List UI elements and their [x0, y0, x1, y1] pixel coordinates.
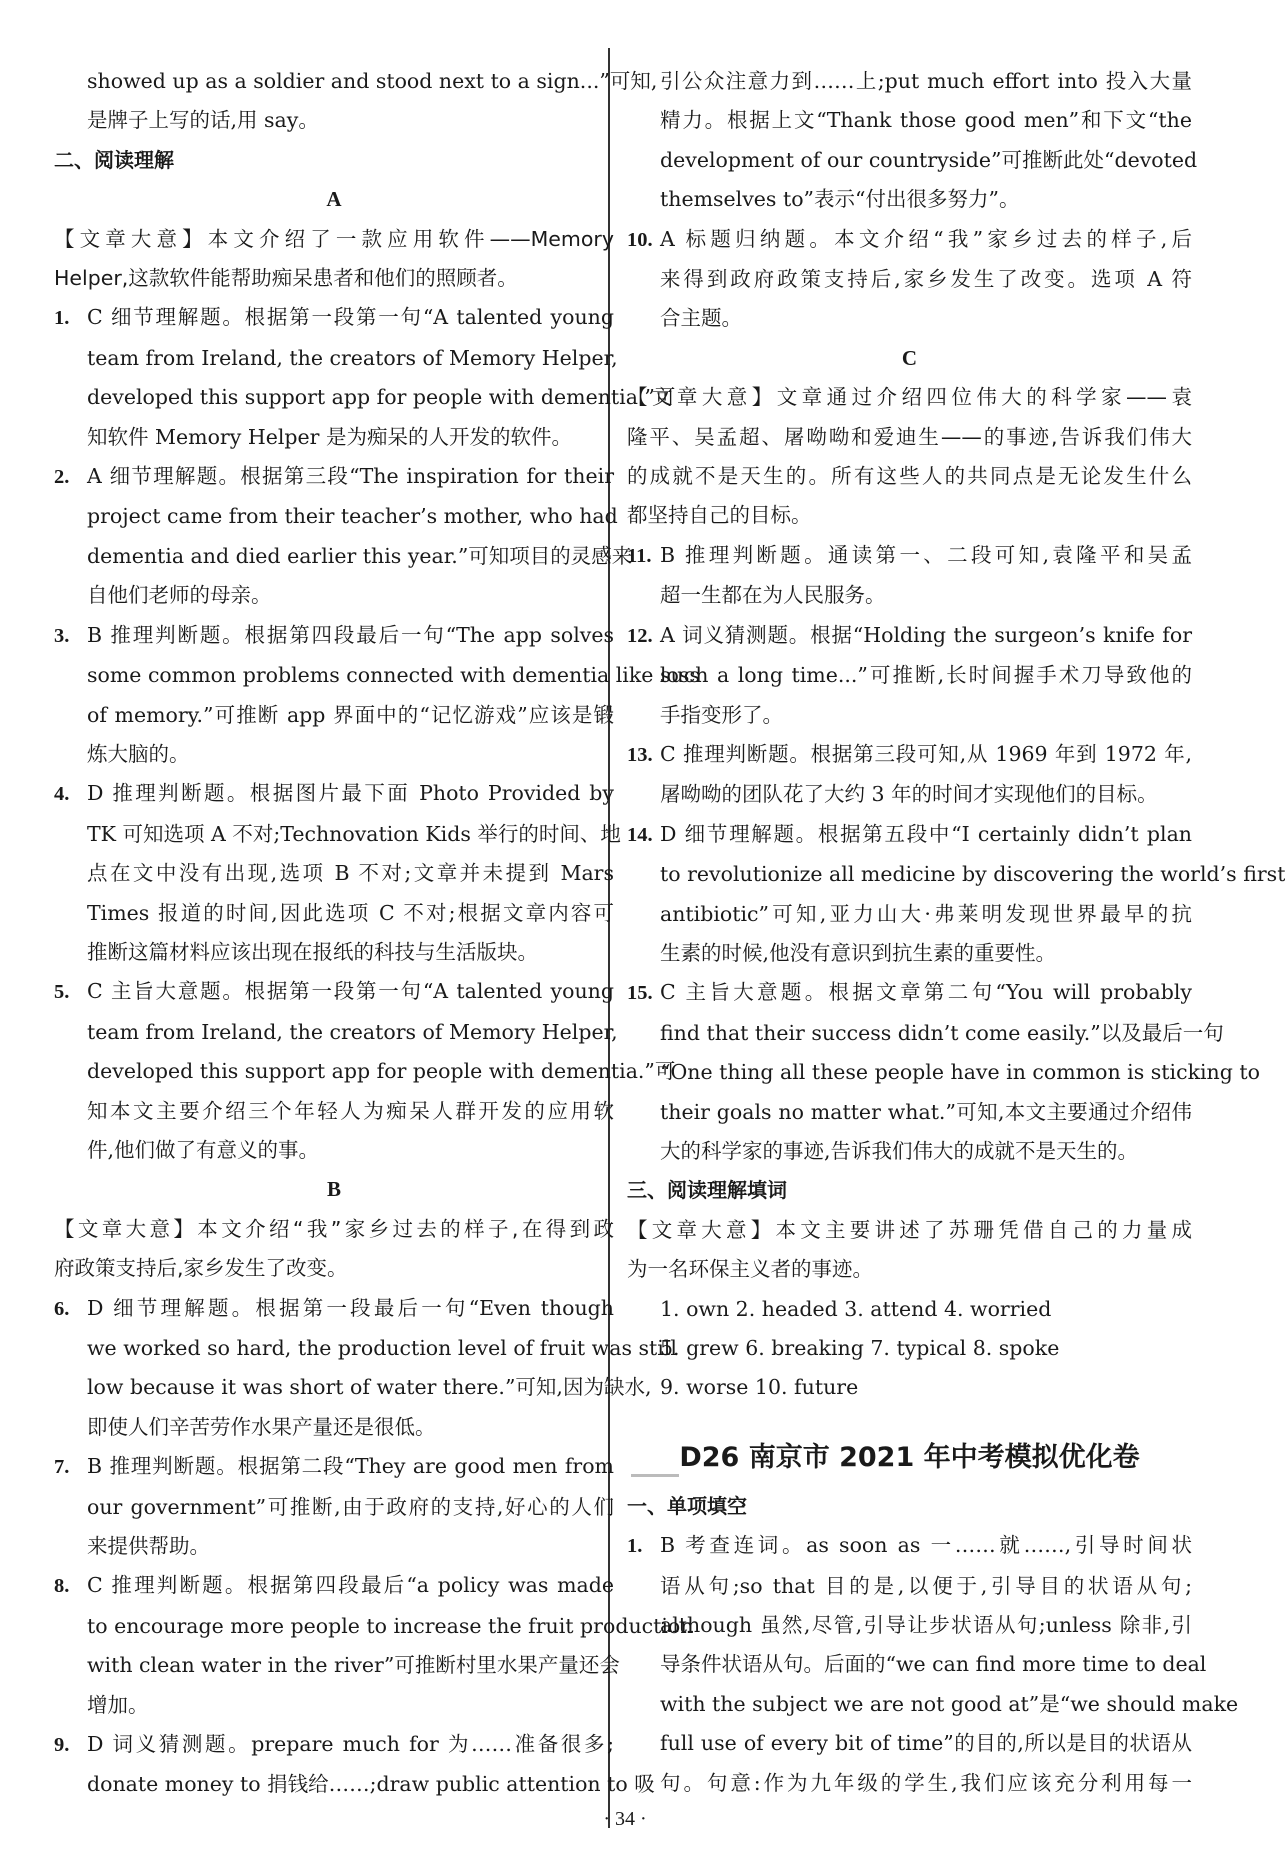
article-summary-line: 【文章大意】本文介绍“我”家乡过去的样子,在得到政 [54, 1216, 614, 1241]
text-line: showed up as a soldier and stood next to a sign...”可知, [87, 69, 658, 93]
answer-item-line [627, 815, 1192, 855]
section-heading: 二、阅读理解 [54, 147, 174, 172]
passage-label: C [901, 345, 918, 370]
test-paper-title-text: D26 南京市 2021 年中考模拟优化卷 [679, 1441, 1140, 1473]
item-text: C 主旨大意题。根据第一段第一句“A talented young [87, 979, 614, 1004]
answer-item-line [627, 1526, 1192, 1566]
article-summary-line: 为一名环保主义者的事迹。 [627, 1257, 873, 1282]
item-number: 14. [627, 823, 653, 846]
item-text: D 推理判断题。根据图片最下面 Photo Provided by [87, 781, 614, 806]
text-line: donate money to 捐钱给……;draw public attention to 吸 [87, 1772, 655, 1797]
text-line: 句。句意:作为九年级的学生,我们应该充分利用每一 [660, 1770, 1192, 1795]
text-line: full use of every bit of time”的目的,所以是目的状语从 [660, 1731, 1192, 1756]
page-number: · 34 · [603, 1808, 647, 1830]
text-line: with the subject we are not good at”是“we should make [660, 1691, 1239, 1716]
article-summary-line: 【文章大意】本文主要讲述了苏珊凭借自己的力量成 [627, 1217, 1192, 1242]
text-line: team from Ireland, the creators of Memory Helper, [87, 1019, 618, 1044]
text-line: 即使人们辛苦劳作水果产量还是很低。 [87, 1414, 436, 1439]
text-line: their goals no matter what.”可知,本文主要通过介绍伟 [660, 1099, 1192, 1124]
item-text: C 推理判断题。根据第三段可知,从 1969 年到 1972 年, [660, 741, 1192, 766]
item-number: 9. [54, 1734, 70, 1757]
text-line: to encourage more people to increase the fruit production [87, 1613, 694, 1638]
item-number: 7. [54, 1456, 70, 1479]
passage-label: B [326, 1177, 341, 1202]
item-text: B 推理判断题。根据第二段“They are good men from [87, 1454, 614, 1479]
text-line: antibiotic”可知,亚力山大·弗莱明发现世界最早的抗 [660, 901, 1192, 926]
text-line: developed this support app for people with dementia.”可 [87, 385, 676, 410]
text-line: 知本文主要介绍三个年轻人为痴呆人群开发的应用软 [87, 1098, 614, 1123]
item-text: D 细节理解题。根据第五段中“I certainly didn’t plan [660, 821, 1192, 846]
text-line: 是牌子上写的话,用 say。 [87, 108, 319, 133]
item-text: A 词义猜测题。根据“Holding the surgeon’s knife for [660, 622, 1192, 647]
text-line: 点在文中没有出现,选项 B 不对;文章并未提到 Mars [87, 861, 614, 886]
item-number: 2. [54, 466, 70, 489]
text-line: 来提供帮助。 [87, 1534, 210, 1559]
text-line: with clean water in the river”可推断村里水果产量还会 [87, 1653, 620, 1678]
item-number: 13. [627, 743, 653, 766]
text-line: themselves to”表示“付出很多努力”。 [660, 187, 1020, 212]
item-text: C 主旨大意题。根据文章第二句“You will probably [660, 980, 1192, 1005]
answer-item-line [627, 616, 1192, 656]
answer-item-line [54, 1447, 614, 1487]
answer-item-line [627, 973, 1192, 1013]
item-number: 8. [54, 1575, 70, 1598]
item-text: D 词义猜测题。prepare much for 为……准备很多; [87, 1732, 614, 1757]
item-text: A 细节理解题。根据第三段“The inspiration for their [87, 464, 614, 489]
test-paper-title [627, 1436, 1192, 1477]
item-number: 11. [627, 544, 652, 567]
text-line: low because it was short of water there.”可知,因为缺水, [87, 1375, 652, 1400]
answer-item-line [54, 616, 614, 656]
text-line: some common problems connected with dementia like loss [87, 663, 700, 688]
text-line: project came from their teacher’s mother, who had [87, 504, 618, 529]
text-line: although 虽然,尽管,引导让步状语从句;unless 除非,引 [660, 1613, 1192, 1638]
text-line: Times 报道的时间,因此选项 C 不对;根据文章内容可 [87, 900, 614, 925]
text-line: 自他们老师的母亲。 [87, 583, 272, 608]
text-line: dementia and died earlier this year.”可知项目的灵感来 [87, 543, 633, 568]
text-line: 增加。 [87, 1692, 149, 1717]
title-underline [631, 1474, 679, 1477]
text-line: to revolutionize all medicine by discovering the world’s first [660, 862, 1285, 887]
answer-item-line [54, 1566, 614, 1606]
answer-item-line [54, 457, 614, 497]
item-number: 6. [54, 1297, 70, 1320]
text-line: team from Ireland, the creators of Memory Helper, [87, 345, 618, 370]
item-number: 10. [627, 228, 653, 251]
text-line: such a long time...”可推断,长时间握手术刀导致他的 [660, 663, 1192, 688]
answer-item-line [54, 298, 614, 338]
passage-label: A [326, 187, 342, 212]
text-line: developed this support app for people with dementia.”可 [87, 1059, 676, 1084]
text-line: 件,他们做了有意义的事。 [87, 1137, 320, 1162]
article-summary-line: 隆平、吴孟超、屠呦呦和爱迪生——的事迹,告诉我们伟大 [627, 424, 1192, 449]
item-text: B 推理判断题。通读第一、二段可知,袁隆平和吴孟 [660, 542, 1192, 567]
item-text: C 细节理解题。根据第一段第一句“A talented young [87, 305, 614, 330]
text-line: 手指变形了。 [660, 702, 783, 727]
text-line: 炼大脑的。 [87, 741, 190, 766]
answer-item-line [627, 735, 1192, 775]
item-number: 4. [54, 783, 70, 806]
text-line: we worked so hard, the production level of fruit was still [87, 1336, 677, 1360]
text-line: 导条件状语从句。后面的“we can find more time to deal [660, 1652, 1207, 1677]
text-line: TK 可知选项 A 不对;Technovation Kids 举行的时间、地 [87, 821, 621, 846]
text-line: 精力。根据上文“Thank those good men”和下文“the [660, 108, 1192, 133]
article-summary-line: 的成就不是天生的。所有这些人的共同点是无论发生什么 [627, 464, 1192, 489]
text-line: 生素的时候,他没有意识到抗生素的重要性。 [660, 940, 1057, 965]
text-line: 大的科学家的事迹,告诉我们伟大的成就不是天生的。 [660, 1138, 1139, 1163]
item-number: 1. [54, 307, 70, 330]
answer-item-line [54, 972, 614, 1012]
answer-item-line [54, 1725, 614, 1765]
fill-answer-line: 1. own 2. headed 3. attend 4. worried [660, 1296, 1052, 1321]
text-line: 屠呦呦的团队花了大约 3 年的时间才实现他们的目标。 [660, 782, 1158, 807]
text-line: 语从句;so that 目的是,以便于,引导目的状语从句; [660, 1573, 1192, 1598]
item-text: C 推理判断题。根据第四段最后“a policy was made [87, 1573, 614, 1598]
section-heading: 三、阅读理解填词 [627, 1178, 787, 1203]
item-number: 12. [627, 624, 653, 647]
article-summary-line: 【文章大意】本文介绍了一款应用软件——Memory [54, 226, 614, 251]
item-text: D 细节理解题。根据第一段最后一句“Even though [87, 1295, 614, 1320]
article-summary-line: 【文章大意】文章通过介绍四位伟大的科学家——袁 [627, 385, 1192, 410]
item-number: 5. [54, 981, 70, 1004]
text-line: our government”可推断,由于政府的支持,好心的人们 [87, 1494, 614, 1519]
text-line: “One thing all these people have in common is sticking to [660, 1060, 1260, 1085]
answer-item-line [627, 220, 1192, 260]
text-line: 合主题。 [660, 306, 742, 331]
article-summary-line: 府政策支持后,家乡发生了改变。 [54, 1256, 348, 1281]
fill-answer-line: 5. grew 6. breaking 7. typical 8. spoke [660, 1336, 1060, 1360]
item-text: B 推理判断题。根据第四段最后一句“The app solves [87, 622, 614, 647]
text-line: 来得到政府政策支持后,家乡发生了改变。选项 A 符 [660, 267, 1192, 292]
text-line: of memory.”可推断 app 界面中的“记忆游戏”应该是锻 [87, 702, 614, 727]
item-number: 15. [627, 982, 653, 1005]
item-number: 3. [54, 624, 70, 647]
answer-item-line [54, 774, 614, 814]
item-number: 1. [627, 1535, 643, 1558]
article-summary-line: 都坚持自己的目标。 [627, 503, 812, 528]
text-line: find that their success didn’t come easily.”以及最后一句 [660, 1020, 1224, 1045]
text-line: 超一生都在为人民服务。 [660, 583, 886, 608]
text-line: 知软件 Memory Helper 是为痴呆的人开发的软件。 [87, 424, 572, 449]
text-line: 推断这篇材料应该出现在报纸的科技与生活版块。 [87, 939, 538, 964]
item-text: B 考查连词。as soon as 一……就……,引导时间状 [660, 1533, 1192, 1558]
right-column [627, 62, 1285, 1803]
article-summary-line: Helper,这款软件能帮助痴呆患者和他们的照顾者。 [54, 266, 518, 291]
fill-answer-line: 9. worse 10. future [660, 1375, 859, 1400]
answer-item-line [54, 1289, 614, 1329]
text-line: 引公众注意力到……上;put much effort into 投入大量 [660, 69, 1192, 93]
section-heading: 一、单项填空 [627, 1493, 747, 1518]
text-line: development of our countryside”可推断此处“devoted [660, 147, 1198, 172]
answer-item-line [627, 536, 1192, 576]
item-text: A 标题归纳题。本文介绍“我”家乡过去的样子,后 [660, 226, 1192, 251]
